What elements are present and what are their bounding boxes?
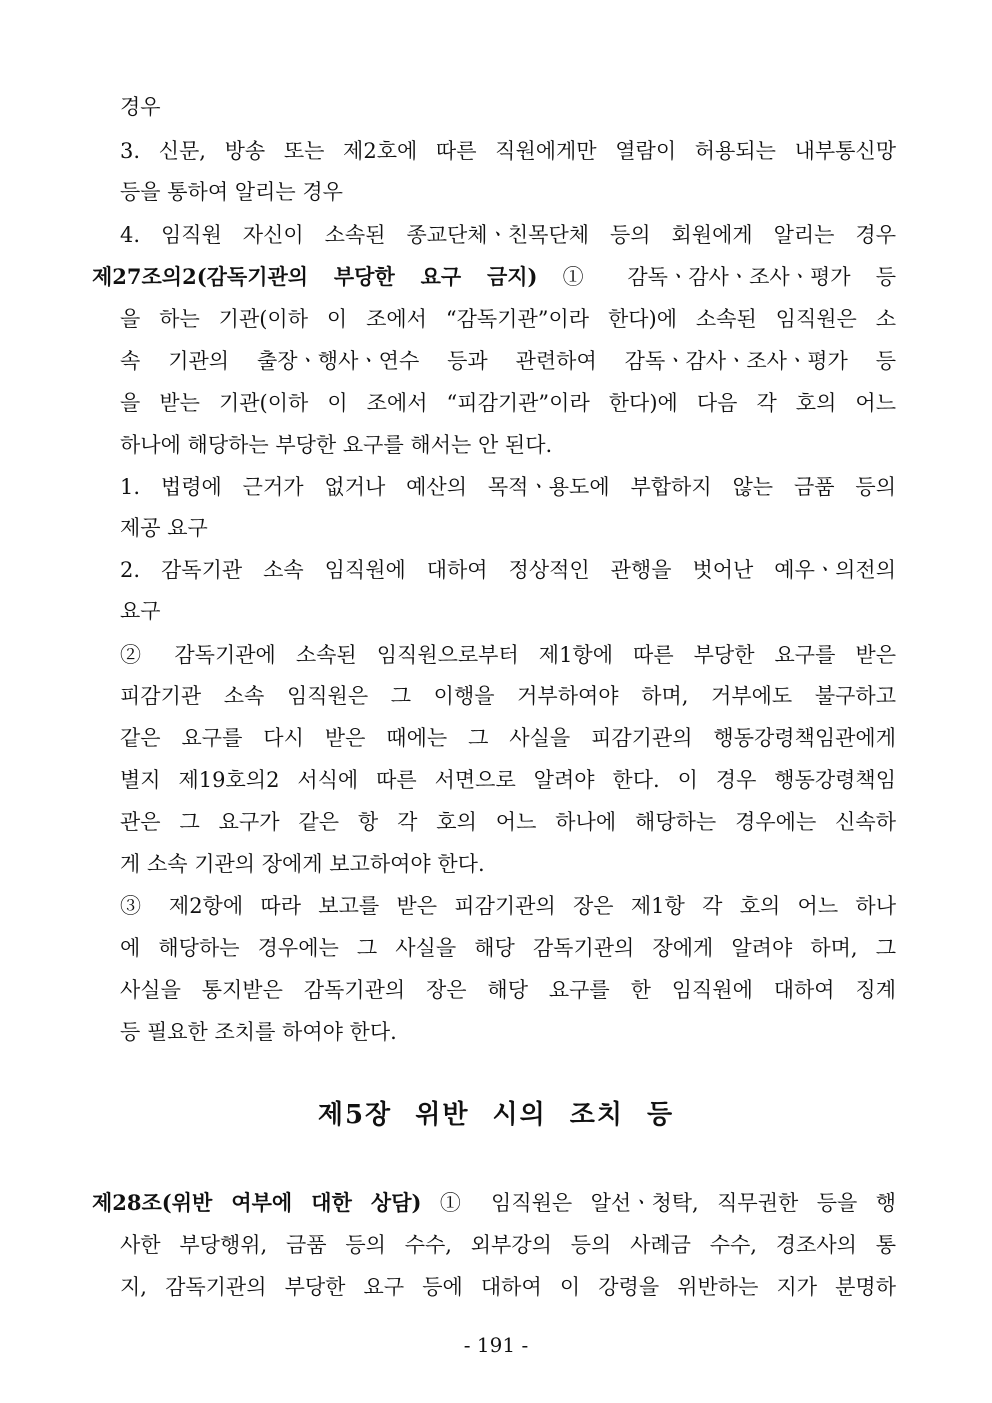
text-line: 에 해당하는 경우에는 그 사실을 해당 감독기관의 장에게 알려야 하며, 그: [120, 936, 896, 960]
text-line: 하나에 해당하는 부당한 요구를 해서는 안 된다.: [120, 433, 553, 457]
text-line: 3. 신문, 방송 또는 제2호에 따른 직원에게만 열람이 허용되는 내부통신망: [120, 139, 896, 163]
text-line: ③ 제2항에 따라 보고를 받은 피감기관의 장은 제1항 각 호의 어느 하나: [120, 894, 896, 918]
text-line: 게 소속 기관의 장에게 보고하여야 한다.: [120, 852, 485, 876]
text-line: 등을 통하여 알리는 경우: [120, 180, 343, 204]
text-line: 1. 법령에 근거가 없거나 예산의 목적ㆍ용도에 부합하지 않는 금품 등의: [120, 475, 896, 499]
article-heading: 제28조(위반 여부에 대한 상담): [92, 1190, 422, 1215]
text-line: 을 하는 기관(이하 이 조에서 “감독기관”이라 한다)에 소속된 임직원은 소: [120, 307, 896, 331]
text-line: 지, 감독기관의 부당한 요구 등에 대하여 이 강령을 위반하는 지가 분명하: [120, 1275, 896, 1299]
text-line: 제공 요구: [120, 516, 208, 540]
text-line: ② 감독기관에 소속된 임직원으로부터 제1항에 따른 부당한 요구를 받은: [120, 643, 896, 667]
text-line: 별지 제19호의2 서식에 따른 서면으로 알려야 한다. 이 경우 행동강령책임: [120, 768, 896, 792]
text-line: 등 필요한 조치를 하여야 한다.: [120, 1020, 397, 1044]
text-line: 같은 요구를 다시 받은 때에는 그 사실을 피감기관의 행동강령책임관에게: [120, 726, 896, 750]
text-line: 요구: [120, 599, 161, 623]
text-line: 2. 감독기관 소속 임직원에 대하여 정상적인 관행을 벗어난 예우ㆍ의전의: [120, 558, 896, 582]
article-27-2-first-line: [92, 262, 896, 292]
text-line: 4. 임직원 자신이 소속된 종교단체ㆍ친목단체 등의 회원에게 알리는 경우: [120, 223, 896, 247]
chapter-title: 제5장 위반 시의 조치 등: [317, 1100, 675, 1130]
text-line: 속 기관의 출장ㆍ행사ㆍ연수 등과 관련하여 감독ㆍ감사ㆍ조사ㆍ평가 등: [120, 349, 896, 373]
text-line: 피감기관 소속 임직원은 그 이행을 거부하여야 하며, 거부에도 불구하고: [120, 684, 896, 708]
article-heading: 제27조의2(감독기관의 부당한 요구 금지): [92, 264, 538, 289]
text-line: 을 받는 기관(이하 이 조에서 “피감기관”이라 한다)에 다음 각 호의 어느: [120, 391, 896, 415]
article-28-first-line: [92, 1188, 896, 1218]
text-line: 사한 부당행위, 금품 등의 수수, 외부강의 등의 사례금 수수, 경조사의 통: [120, 1233, 896, 1257]
text-line: ① 임직원은 알선ㆍ청탁, 직무권한 등을 행: [421, 1191, 896, 1215]
text-line: 사실을 통지받은 감독기관의 장은 해당 요구를 한 임직원에 대하여 징계: [120, 978, 896, 1002]
text-line: 경우: [120, 95, 161, 119]
text-line: 관은 그 요구가 같은 항 각 호의 어느 하나에 해당하는 경우에는 신속하: [120, 810, 896, 834]
page-number: - 191 -: [463, 1333, 529, 1357]
text-line: ① 감독ㆍ감사ㆍ조사ㆍ평가 등: [537, 265, 896, 289]
